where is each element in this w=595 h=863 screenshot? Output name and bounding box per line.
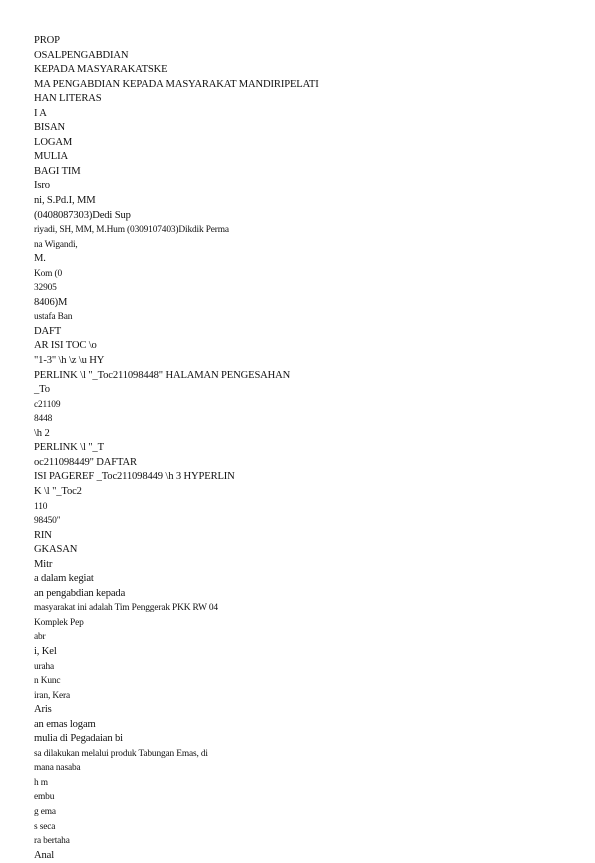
text-line: GKASAN bbox=[34, 544, 78, 556]
text-line: n Kunc bbox=[34, 676, 61, 687]
text-line: 8406)M bbox=[34, 296, 68, 308]
text-line: ISI PAGEREF _Toc211098449 \h 3 HYPERLIN bbox=[34, 471, 235, 483]
text-line: Isro bbox=[34, 180, 50, 192]
text-line: "1-3" \h \z \u HY bbox=[34, 355, 105, 367]
text-line: sa dilakukan melalui produk Tabungan Emas, di bbox=[34, 748, 208, 759]
text-line: M. bbox=[34, 253, 46, 265]
text-line: RIN bbox=[34, 529, 52, 541]
text-line: 8448 bbox=[34, 414, 53, 425]
text-line: AR ISI TOC \o bbox=[34, 340, 97, 352]
text-line: uraha bbox=[34, 661, 55, 672]
text-line: 110 bbox=[34, 501, 48, 512]
text-line: ni, S.Pd.I, MM bbox=[34, 195, 96, 207]
text-line: ra bertaha bbox=[34, 836, 70, 847]
text-line: Komplek Pep bbox=[34, 617, 84, 628]
text-line: KEPADA MASYARAKATSKE bbox=[34, 64, 168, 76]
text-line: MULIA bbox=[34, 151, 68, 163]
text-line: Kom (0 bbox=[34, 268, 63, 279]
text-line: PERLINK \l "_Toc211098448" HALAMAN PENGESAHAN bbox=[34, 369, 291, 381]
text-line: riyadi, SH, MM, M.Hum (0309107403)Dikdik Perma bbox=[34, 225, 229, 236]
text-line: LOGAM bbox=[34, 136, 73, 148]
text-line: 98450" bbox=[34, 516, 61, 527]
text-line: K \l "_Toc2 bbox=[34, 485, 82, 497]
text-line: \h 2 bbox=[34, 427, 50, 439]
text-line: s seca bbox=[34, 821, 56, 832]
text-line: BISAN bbox=[34, 122, 66, 134]
text-line: _To bbox=[34, 384, 50, 396]
text-line: OSALPENGABDIAN bbox=[34, 49, 129, 61]
text-line: I A bbox=[34, 107, 47, 119]
text-line: an emas logam bbox=[34, 718, 96, 730]
text-line: embu bbox=[34, 792, 55, 803]
text-line: DAFT bbox=[34, 325, 62, 337]
text-line: PERLINK \l "_T bbox=[34, 442, 104, 454]
text-line: HAN LITERAS bbox=[34, 93, 102, 105]
text-line: Anal bbox=[34, 849, 54, 861]
text-line: i, Kel bbox=[34, 645, 57, 657]
text-line: 32905 bbox=[34, 283, 57, 294]
text-line: a dalam kegiat bbox=[34, 573, 94, 585]
text-line: iran, Kera bbox=[34, 690, 70, 701]
text-line: na Wigandi, bbox=[34, 239, 78, 250]
text-line: ustafa Ban bbox=[34, 312, 73, 323]
text-line: MA PENGABDIAN KEPADA MASYARAKAT MANDIRIPELATI bbox=[34, 78, 319, 90]
text-line: masyarakat ini adalah Tim Penggerak PKK RW 04 bbox=[34, 603, 218, 614]
text-line: PROP bbox=[34, 35, 60, 46]
document-text-lines bbox=[34, 34, 574, 863]
text-line: oc211098449" DAFTAR bbox=[34, 456, 137, 468]
text-line: h m bbox=[34, 777, 48, 788]
text-line: Aris bbox=[34, 704, 52, 716]
text-line: c21109 bbox=[34, 399, 61, 410]
text-line: mulia di Pegadaian bi bbox=[34, 733, 123, 745]
text-line: mana nasaba bbox=[34, 763, 81, 774]
text-line: (0408087303)Dedi Sup bbox=[34, 209, 131, 221]
text-line: an pengabdian kepada bbox=[34, 587, 126, 599]
text-line: g ema bbox=[34, 806, 56, 817]
text-line: Mitr bbox=[34, 558, 53, 570]
text-line: BAGI TIM bbox=[34, 165, 81, 177]
text-line: abr bbox=[34, 632, 46, 643]
